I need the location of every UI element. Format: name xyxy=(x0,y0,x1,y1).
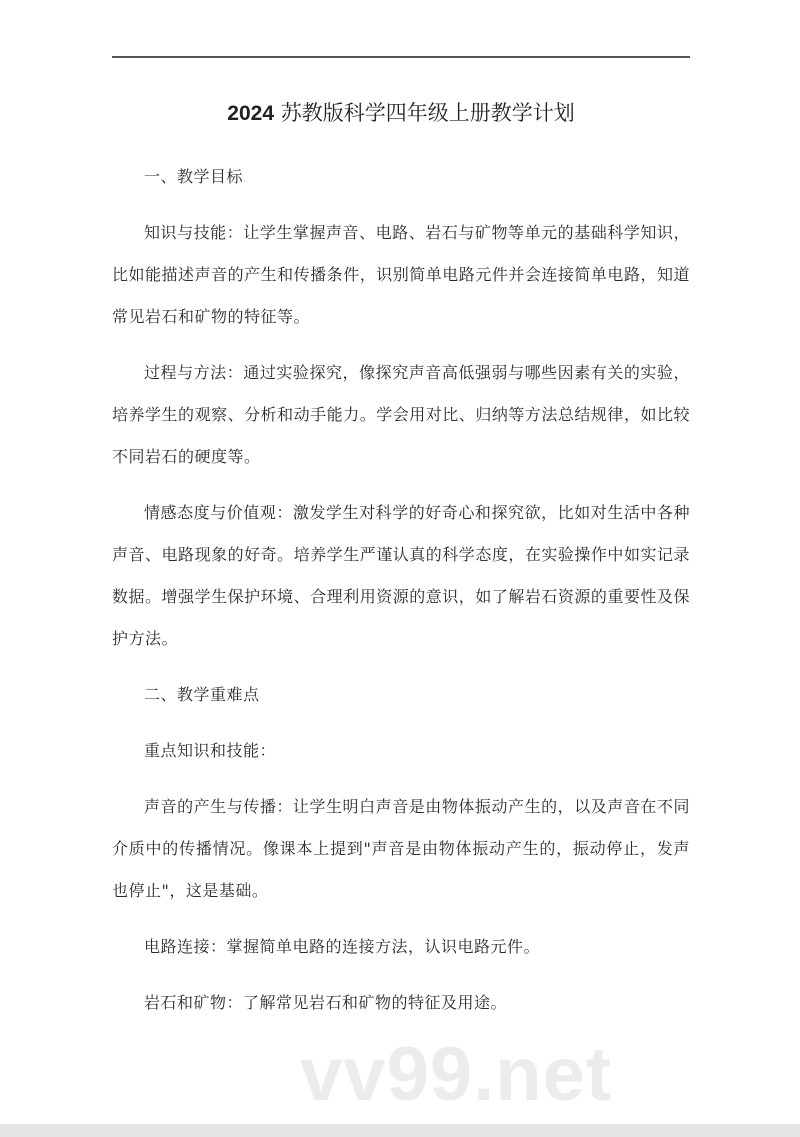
text-line: 一、教学目标 xyxy=(144,167,244,186)
section-heading xyxy=(112,156,690,198)
paragraph xyxy=(112,492,690,660)
title-year: 2024 xyxy=(227,102,275,125)
header-rule xyxy=(112,56,690,58)
title-text: 苏教版科学四年级上册教学计划 xyxy=(274,101,575,125)
text-line: 声音的产生与传播：让学生明白声音是由物体振动产生的，以及声音在不同 xyxy=(144,797,690,816)
section-heading xyxy=(112,730,690,772)
paragraph xyxy=(112,212,690,338)
text-line: 重点知识和技能： xyxy=(144,741,277,760)
paragraph xyxy=(112,786,690,912)
document-title xyxy=(112,98,690,129)
text-line: 护方法。 xyxy=(112,629,179,648)
text-line: 也停止"，这是基础。 xyxy=(112,881,269,900)
text-line: 二、教学重难点 xyxy=(144,685,260,704)
text-line: 不同岩石的硬度等。 xyxy=(112,447,261,466)
section-heading xyxy=(112,674,690,716)
paragraph xyxy=(112,352,690,478)
section-heading xyxy=(112,926,690,968)
page-bottom-edge xyxy=(0,1124,800,1137)
text-line: 知识与技能：让学生掌握声音、电路、岩石与矿物等单元的基础科学知识， xyxy=(144,223,690,242)
text-line: 声音、电路现象的好奇。培养学生严谨认真的科学态度，在实验操作中如实记录 xyxy=(112,545,690,564)
text-line: 数据。增强学生保护环境、合理利用资源的意识，如了解岩石资源的重要性及保 xyxy=(112,587,690,606)
text-line: 岩石和矿物：了解常见岩石和矿物的特征及用途。 xyxy=(144,993,508,1012)
section-heading xyxy=(112,982,690,1024)
text-line: 过程与方法：通过实验探究，像探究声音高低强弱与哪些因素有关的实验， xyxy=(144,363,690,382)
text-line: 电路连接：掌握简单电路的连接方法，认识电路元件。 xyxy=(144,937,541,956)
text-line: 比如能描述声音的产生和传播条件，识别简单电路元件并会连接简单电路，知道 xyxy=(112,265,690,284)
watermark: vv99.net xyxy=(300,1032,613,1117)
text-line: 常见岩石和矿物的特征等。 xyxy=(112,307,311,326)
text-line: 情感态度与价值观：激发学生对科学的好奇心和探究欲，比如对生活中各种 xyxy=(144,503,690,522)
text-line: 培养学生的观察、分析和动手能力。学会用对比、归纳等方法总结规律，如比较 xyxy=(112,405,690,424)
text-line: 介质中的传播情况。像课本上提到"声音是由物体振动产生的，振动停止，发声 xyxy=(112,839,690,858)
document-body xyxy=(112,156,690,1038)
